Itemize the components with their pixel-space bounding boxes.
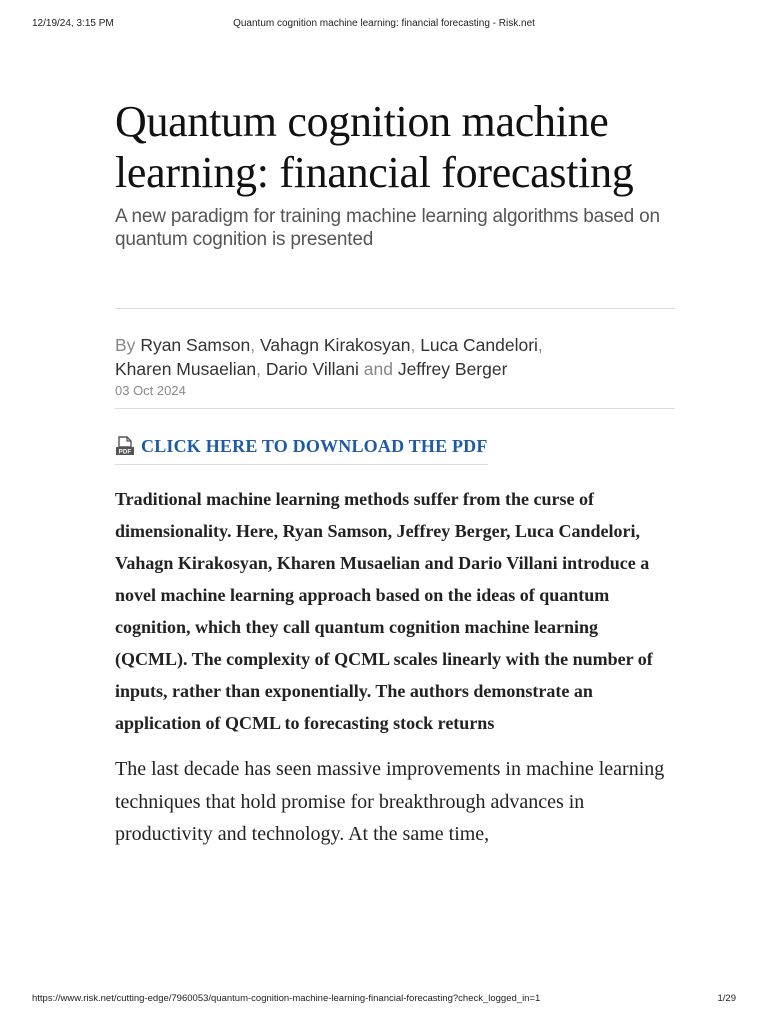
publish-date: 03 Oct 2024 bbox=[115, 383, 186, 398]
author-link[interactable]: Luca Candelori bbox=[420, 335, 538, 355]
byline-separator: , bbox=[537, 335, 543, 355]
author-link[interactable]: Ryan Samson bbox=[140, 335, 251, 355]
author-link[interactable]: Jeffrey Berger bbox=[397, 359, 508, 379]
byline-prefix: By bbox=[115, 335, 136, 355]
pdf-file-icon bbox=[115, 436, 135, 461]
byline-conjunction: and bbox=[363, 359, 393, 379]
article-body: The last decade has seen massive improvements in machine learning techniques that hold promise for breakthrough advances in productivity and technology. At the same time, bbox=[115, 758, 665, 845]
print-document-title: Quantum cognition machine learning: financial forecasting - Risk.net bbox=[233, 18, 535, 29]
print-footer bbox=[32, 993, 736, 1007]
page-number: 1/29 bbox=[717, 993, 736, 1004]
print-header bbox=[32, 18, 736, 32]
print-date: 12/19/24, 3:15 PM bbox=[32, 18, 114, 29]
article-headline: Quantum cognition machine learning: financial forecasting bbox=[115, 97, 634, 197]
author-link[interactable]: Dario Villani bbox=[265, 359, 359, 379]
author-link[interactable]: Kharen Musaelian bbox=[115, 359, 257, 379]
svg-text:PDF: PDF bbox=[118, 449, 132, 456]
download-pdf-link[interactable] bbox=[115, 435, 488, 465]
divider bbox=[115, 408, 675, 409]
byline-separator: , bbox=[410, 335, 416, 355]
download-pdf-label: CLICK HERE TO DOWNLOAD THE PDF bbox=[141, 436, 488, 456]
byline-separator: , bbox=[256, 359, 261, 379]
article-standfirst: A new paradigm for training machine learning algorithms based on quantum cognition is presented bbox=[115, 206, 660, 250]
author-link[interactable]: Vahagn Kirakosyan bbox=[259, 335, 411, 355]
divider bbox=[115, 308, 675, 309]
article-lead: Traditional machine learning methods suffer from the curse of dimensionality. Here, Ryan Samson, Jeffrey Berger, Luca Candelori, Vahagn Kirakosyan, Kharen Musaelian and Dario Villani introduce a novel machine learning approach based on the ideas of quantum cognition, which they call quantum cognition machine learning (QCML). The complexity of QCML scales linearly with the number of inputs, rather than exponentially. The authors demonstrate an application of QCML to forecasting stock returns bbox=[115, 489, 653, 733]
byline-separator: , bbox=[250, 335, 256, 355]
print-url: https://www.risk.net/cutting-edge/7960053/quantum-cognition-machine-learning-financial-forecasting?check_logged_in=1 bbox=[32, 993, 541, 1004]
byline bbox=[115, 333, 675, 381]
article bbox=[115, 96, 675, 851]
